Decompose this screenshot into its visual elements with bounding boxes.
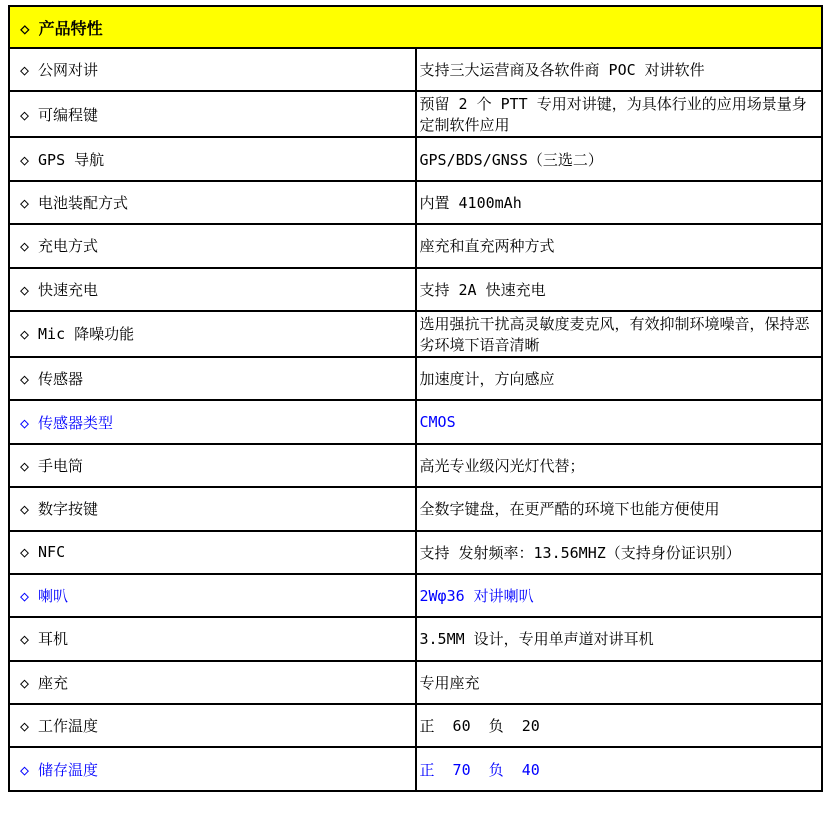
feature-value-cell[interactable]: [416, 48, 823, 91]
feature-value: 全数字键盘，在更严酷的环境下也能方便使用: [419, 500, 720, 519]
table-header-row: [9, 6, 822, 48]
feature-value-cell[interactable]: [416, 91, 823, 137]
feature-value-cell[interactable]: [416, 311, 823, 357]
diamond-icon: ◇: [20, 760, 30, 779]
feature-label-cell[interactable]: [9, 704, 416, 747]
feature-value-cell[interactable]: [416, 181, 823, 224]
feature-value-cell[interactable]: [416, 357, 823, 400]
table-row: [9, 531, 822, 574]
feature-label-cell[interactable]: [9, 357, 416, 400]
feature-value-cell[interactable]: [416, 444, 823, 487]
table-row: [9, 91, 822, 137]
feature-label-cell[interactable]: [9, 181, 416, 224]
diamond-icon: ◇: [20, 61, 30, 80]
diamond-icon: ◇: [20, 500, 30, 519]
diamond-icon: ◇: [20, 150, 30, 169]
feature-label: 喇叭: [38, 587, 69, 606]
feature-label: 耳机: [38, 630, 69, 649]
feature-value: 高光专业级闪光灯代替；: [419, 456, 585, 475]
feature-label-cell[interactable]: [9, 444, 416, 487]
feature-label: NFC: [38, 543, 66, 562]
feature-label: GPS 导航: [38, 150, 105, 169]
feature-label: 传感器类型: [38, 413, 114, 432]
feature-label: 电池装配方式: [38, 193, 129, 212]
feature-value: 加速度计，方向感应: [419, 370, 555, 389]
feature-value-cell[interactable]: [416, 661, 823, 704]
feature-label-cell[interactable]: [9, 487, 416, 530]
feature-value-cell[interactable]: [416, 224, 823, 267]
feature-value-cell[interactable]: [416, 137, 823, 180]
feature-label-cell[interactable]: [9, 224, 416, 267]
feature-label-cell[interactable]: [9, 91, 416, 137]
feature-value: 2Wφ36 对讲喇叭: [419, 587, 534, 606]
feature-label-cell[interactable]: [9, 531, 416, 574]
feature-value-cell[interactable]: [416, 574, 823, 617]
feature-value-cell[interactable]: [416, 487, 823, 530]
diamond-icon: ◇: [20, 105, 30, 124]
table-row: [9, 574, 822, 617]
feature-value-cell[interactable]: [416, 531, 823, 574]
table-row: [9, 48, 822, 91]
feature-value: CMOS: [419, 413, 456, 432]
table-row: [9, 224, 822, 267]
feature-value: 正 70 负 40: [419, 760, 540, 779]
table-title: 产品特性: [38, 18, 103, 38]
diamond-icon: ◇: [20, 630, 30, 649]
feature-value: 内置 4100mAh: [419, 193, 522, 212]
table-row: [9, 311, 822, 357]
diamond-icon: ◇: [20, 673, 30, 692]
table-row: [9, 181, 822, 224]
diamond-icon: ◇: [20, 717, 30, 736]
diamond-icon: ◇: [20, 456, 30, 475]
feature-label-cell[interactable]: [9, 574, 416, 617]
feature-value-cell[interactable]: [416, 268, 823, 311]
feature-label: 工作温度: [38, 717, 99, 736]
feature-label: Mic 降噪功能: [38, 325, 135, 344]
feature-label-cell[interactable]: [9, 48, 416, 91]
diamond-icon: ◇: [20, 18, 30, 38]
feature-value: 支持 2A 快速充电: [419, 280, 546, 299]
feature-value: 座充和直充两种方式: [419, 237, 555, 256]
feature-label: 公网对讲: [38, 61, 99, 80]
feature-label: 可编程键: [38, 105, 99, 124]
feature-label: 传感器: [38, 370, 84, 389]
table-row: [9, 137, 822, 180]
feature-value: 预留 2 个 PTT 专用对讲键，为具体行业的应用场景量身定制软件应用: [419, 95, 807, 135]
feature-label: 储存温度: [38, 760, 99, 779]
table-row: [9, 747, 822, 790]
diamond-icon: ◇: [20, 237, 30, 256]
feature-value: 专用座充: [419, 673, 480, 692]
diamond-icon: ◇: [20, 193, 30, 212]
feature-value: 选用强抗干扰高灵敏度麦克风，有效抑制环境噪音，保持恶劣环境下语音清晰: [419, 314, 810, 354]
feature-value: 3.5MM 设计，专用单声道对讲耳机: [419, 630, 654, 649]
feature-label-cell[interactable]: [9, 311, 416, 357]
table-row: [9, 268, 822, 311]
feature-label: 充电方式: [38, 237, 99, 256]
feature-value-cell[interactable]: [416, 400, 823, 443]
diamond-icon: ◇: [20, 325, 30, 344]
feature-label-cell[interactable]: [9, 400, 416, 443]
feature-label: 座充: [38, 673, 69, 692]
feature-label: 手电筒: [38, 456, 84, 475]
table-row: [9, 704, 822, 747]
table-row: [9, 400, 822, 443]
feature-value-cell[interactable]: [416, 617, 823, 660]
feature-label: 数字按键: [38, 500, 99, 519]
feature-label-cell[interactable]: [9, 137, 416, 180]
table-row: [9, 617, 822, 660]
diamond-icon: ◇: [20, 587, 30, 606]
feature-label-cell[interactable]: [9, 268, 416, 311]
feature-value: 支持 发射频率：13.56MHZ（支持身份证识别）: [419, 543, 741, 562]
table-row: [9, 444, 822, 487]
diamond-icon: ◇: [20, 280, 30, 299]
product-feature-table: [8, 5, 823, 792]
table-row: [9, 357, 822, 400]
diamond-icon: ◇: [20, 370, 30, 389]
feature-value: GPS/BDS/GNSS（三选二）: [419, 150, 603, 169]
feature-label-cell[interactable]: [9, 617, 416, 660]
feature-value: 支持三大运营商及各软件商 POC 对讲软件: [419, 61, 705, 80]
feature-label-cell[interactable]: [9, 661, 416, 704]
feature-label-cell[interactable]: [9, 747, 416, 790]
diamond-icon: ◇: [20, 543, 30, 562]
table-row: [9, 487, 822, 530]
feature-label: 快速充电: [38, 280, 99, 299]
table-row: [9, 661, 822, 704]
feature-value: 正 60 负 20: [419, 717, 540, 736]
feature-value-cell[interactable]: [416, 704, 823, 747]
feature-value-cell[interactable]: [416, 747, 823, 790]
table-header-cell[interactable]: [9, 6, 822, 48]
diamond-icon: ◇: [20, 413, 30, 432]
